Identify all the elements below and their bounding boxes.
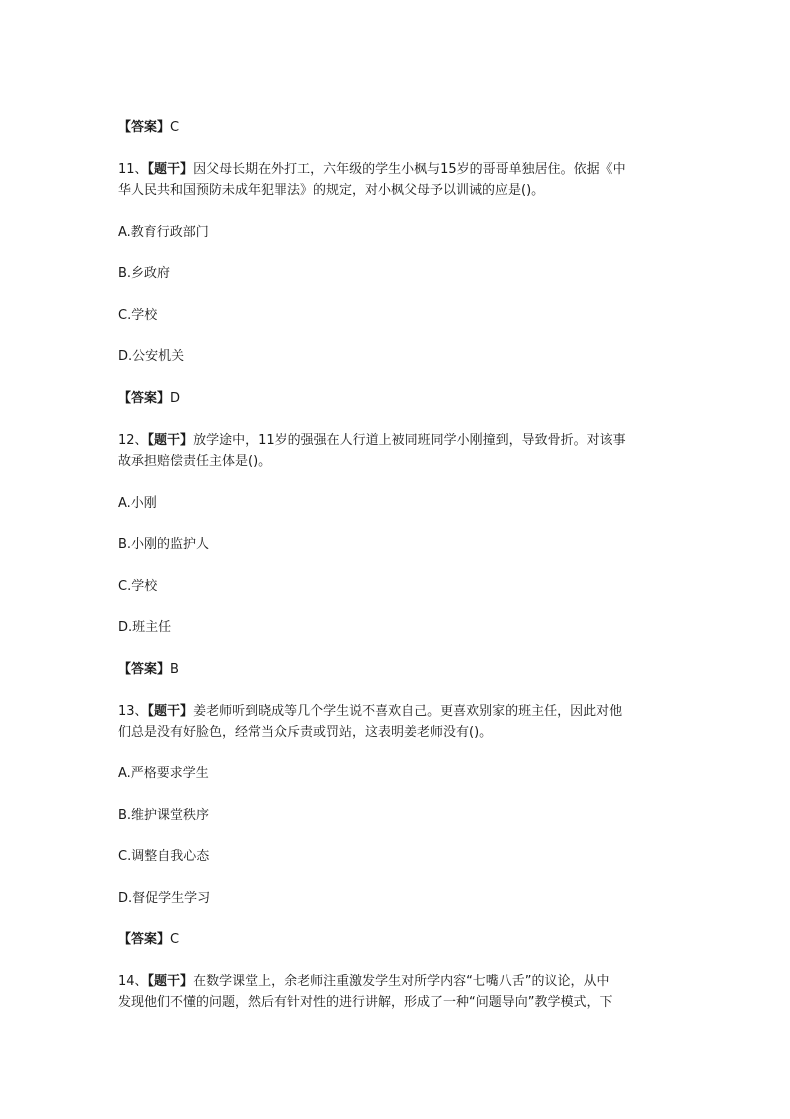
question-14-stem-line1: [118, 972, 678, 992]
question-11-option-d: D.公安机关: [118, 349, 185, 364]
question-13-stem-line2: 们总是没有好脸色，经常当众斥责或罚站，这表明姜老师没有()。: [118, 725, 493, 740]
question-tag: 【题干】: [147, 162, 194, 177]
answer-value: D: [170, 391, 181, 406]
question-tag: 【题干】: [147, 974, 194, 989]
question-stem: 放学途中，11岁的强强在人行道上被同班同学小刚撞到，导致骨折。对该事: [193, 433, 626, 448]
answer-line: [118, 118, 678, 138]
question-number: 13、: [118, 704, 148, 719]
question-12-answer: [118, 660, 678, 680]
question-12-option-d: D.班主任: [118, 620, 172, 635]
question-stem: 在数学课堂上，余老师注重激发学生对所学内容“七嘴八舌”的议论，从中: [193, 974, 610, 989]
question-12-option-a: A.小刚: [118, 496, 157, 511]
question-11-stem-line2: 华人民共和国预防未成年犯罪法》的规定，对小枫父母予以训诫的应是()。: [118, 183, 545, 198]
question-stem: 姜老师听到晓成等几个学生说不喜欢自己。更喜欢别家的班主任，因此对他: [193, 704, 623, 719]
question-number: 12、: [118, 433, 148, 448]
question-stem: 因父母长期在外打工，六年级的学生小枫与15岁的哥哥单独居住。依据《中: [193, 162, 626, 177]
question-tag: 【题干】: [147, 433, 194, 448]
question-13-option-b: B.维护课堂秩序: [118, 808, 210, 823]
answer-label: 【答案】: [118, 391, 171, 406]
question-tag: 【题干】: [147, 704, 194, 719]
question-11-option-b: B.乡政府: [118, 266, 171, 281]
question-13-stem-line1: [118, 702, 678, 722]
question-13-option-c: C.调整自我心态: [118, 849, 210, 864]
answer-value: B: [170, 662, 179, 677]
question-12-option-c: C.学校: [118, 579, 158, 594]
answer-value: C: [170, 120, 180, 135]
answer-label: 【答案】: [118, 120, 171, 135]
question-13-answer: [118, 930, 678, 950]
question-11-stem-line1: [118, 160, 678, 180]
question-12-stem-line2: 故承担赔偿责任主体是()。: [118, 454, 272, 469]
answer-label: 【答案】: [118, 932, 171, 947]
question-11-answer: [118, 389, 678, 409]
question-11-option-a: A.教育行政部门: [118, 225, 209, 240]
question-number: 14、: [118, 974, 148, 989]
question-13-option-a: A.严格要求学生: [118, 766, 209, 781]
question-12-option-b: B.小刚的监护人: [118, 537, 210, 552]
answer-value: C: [170, 932, 180, 947]
answer-label: 【答案】: [118, 662, 171, 677]
question-14-stem-line2: 发现他们不懂的问题，然后有针对性的进行讲解，形成了一种“问题导向”教学模式，下: [118, 995, 613, 1010]
question-12-stem-line1: [118, 431, 678, 451]
question-number: 11、: [118, 162, 148, 177]
question-11-option-c: C.学校: [118, 308, 158, 323]
question-13-option-d: D.督促学生学习: [118, 891, 211, 906]
